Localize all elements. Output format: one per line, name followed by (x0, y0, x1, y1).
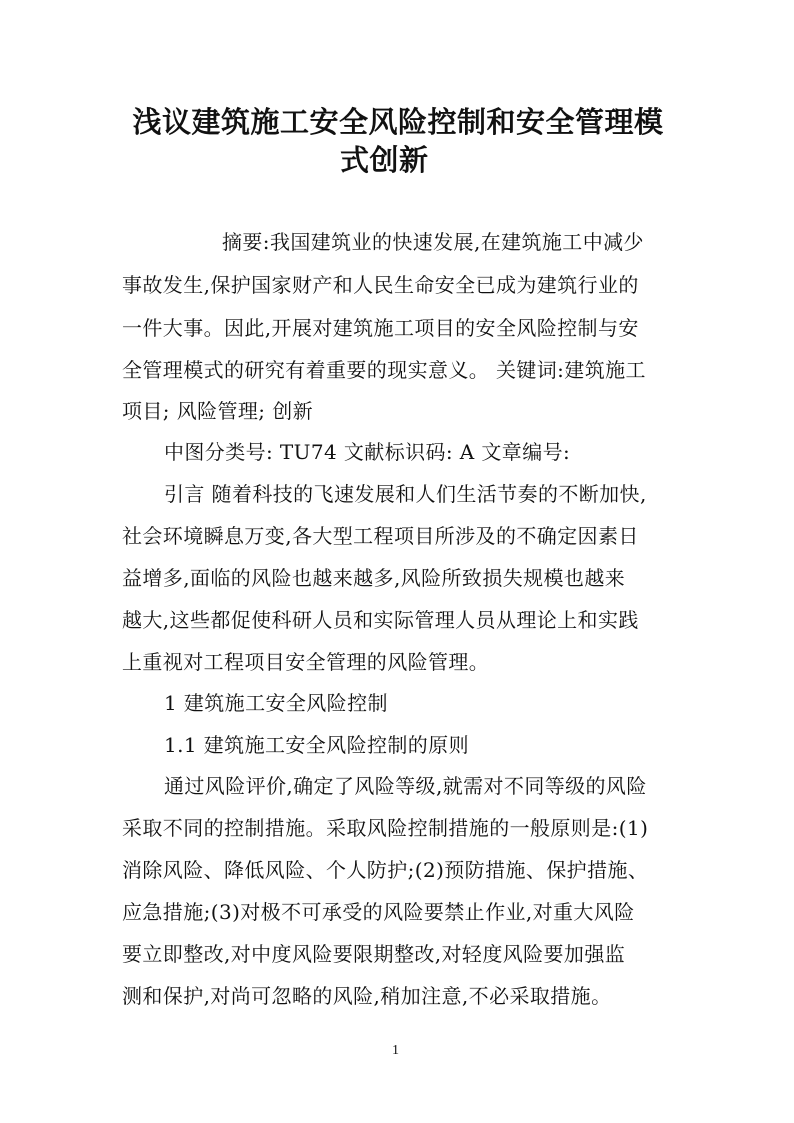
principles-line-6: 测和保护,对尚可忽略的风险,稍加注意,不必采取措施。 (122, 984, 612, 1008)
keywords-line: 项目; 风险管理; 创新 (122, 399, 313, 423)
principles-line-1: 通过风险评价,确定了风险等级,就需对不同等级的风险 (164, 774, 647, 798)
section-heading-1: 1 建筑施工安全风险控制 (164, 691, 388, 715)
intro-line-1: 引言 随着科技的飞速发展和人们生活节奏的不断加快, (164, 482, 647, 506)
document-title-line-1: 浅议建筑施工安全风险控制和安全管理模 (132, 105, 664, 139)
subsection-heading-1-1: 1.1 建筑施工安全风险控制的原则 (164, 733, 469, 757)
intro-line-5: 上重视对工程项目安全管理的风险管理。 (122, 650, 490, 674)
principles-line-3: 消除风险、降低风险、个人防护;(2)预防措施、保护措施、 (122, 858, 649, 882)
abstract-line-3: 一件大事。因此,开展对建筑施工项目的安全风险控制与安 (122, 316, 639, 340)
abstract-line-1: 摘要:我国建筑业的快速发展,在建筑施工中减少 (222, 230, 644, 254)
principles-line-4: 应急措施;(3)对极不可承受的风险要禁止作业,对重大风险 (122, 900, 635, 924)
abstract-line-2: 事故发生,保护国家财产和人民生命安全已成为建筑行业的 (122, 273, 639, 297)
principles-line-2: 采取不同的控制措施。采取风险控制措施的一般原则是:(1) (122, 816, 649, 840)
intro-line-3: 益增多,面临的风险也越来越多,风险所致损失规模也越来 (122, 566, 626, 590)
page-number: 1 (392, 1043, 399, 1058)
intro-line-2: 社会环境瞬息万变,各大型工程项目所涉及的不确定因素日 (122, 524, 639, 548)
principles-line-5: 要立即整改,对中度风险要限期整改,对轻度风险要加强监 (122, 942, 626, 966)
document-title-line-2: 式创新 (340, 143, 429, 177)
classification-line: 中图分类号: TU74 文献标识码: A 文章编号: (164, 440, 571, 464)
intro-line-4: 越大,这些都促使科研人员和实际管理人员从理论上和实践 (122, 608, 639, 632)
abstract-line-4: 全管理模式的研究有着重要的现实意义。 关键词:建筑施工 (122, 358, 646, 382)
